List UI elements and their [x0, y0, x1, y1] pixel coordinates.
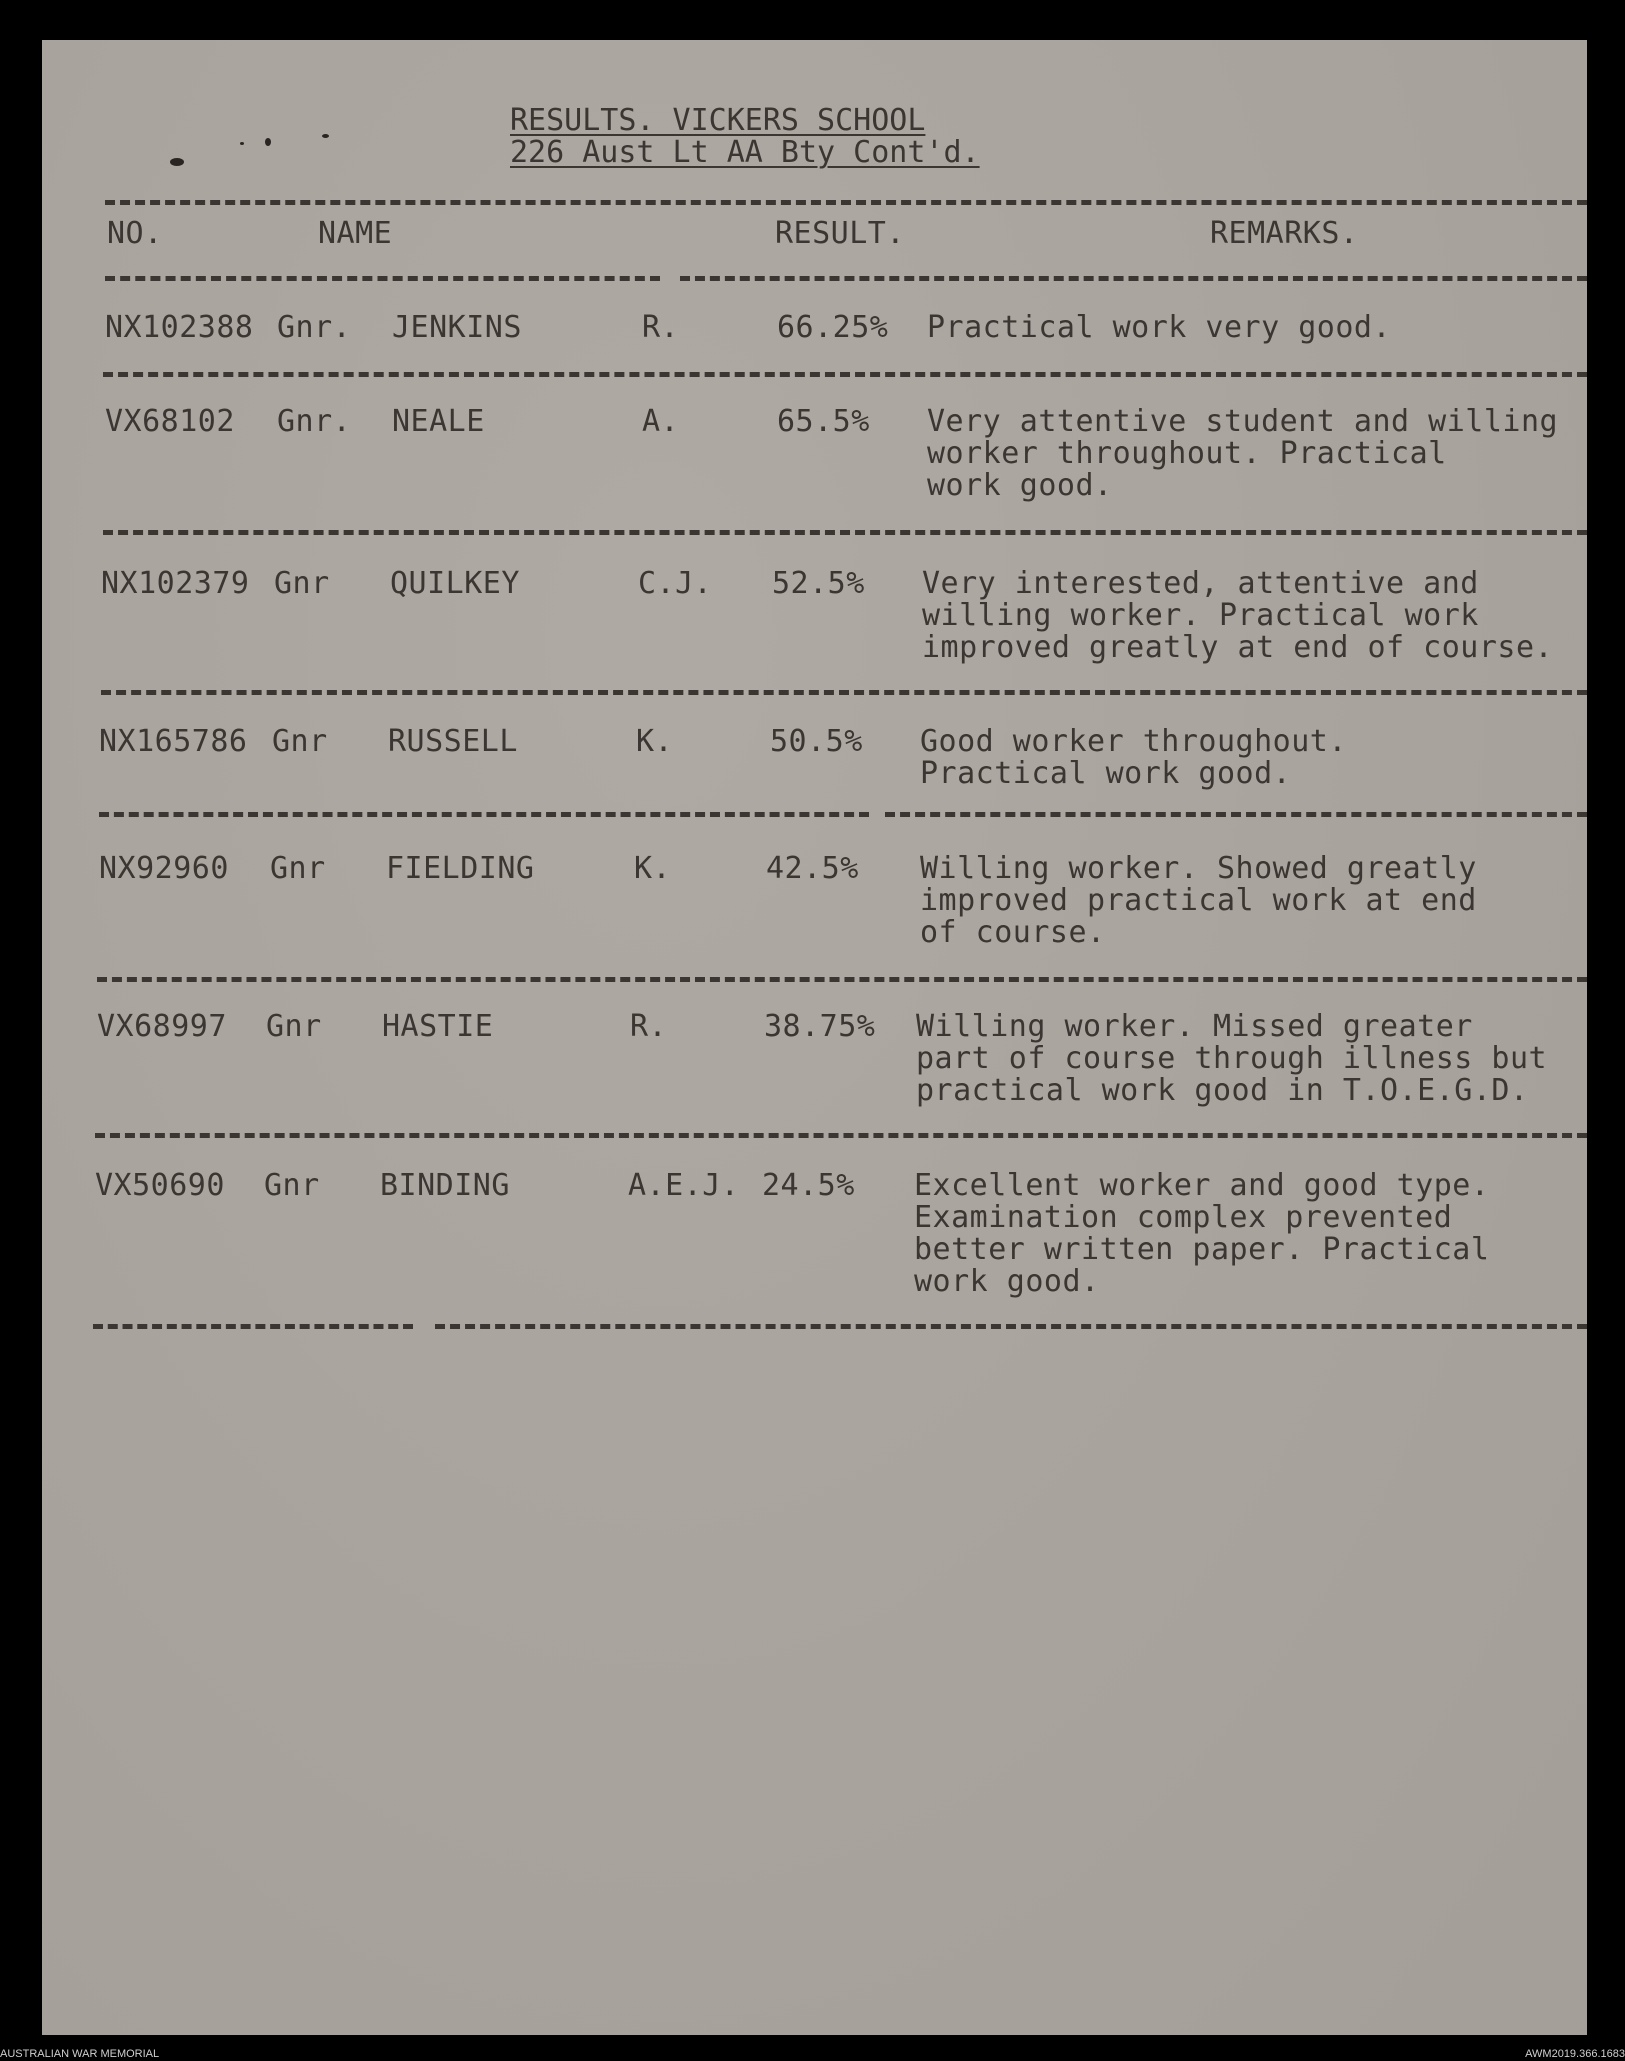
row-6-service-number: VX68997 [97, 1009, 227, 1044]
row-1-service-number: NX102388 [105, 310, 254, 345]
row-5-initials: K. [634, 851, 672, 886]
header-bottom-rule-left [105, 276, 660, 281]
row-2-result: 65.5% [777, 404, 870, 439]
header-top-rule [105, 200, 1587, 205]
row-1-result: 66.25% [777, 310, 889, 345]
row-5-remark-line-3: of course. [920, 915, 1106, 950]
row-2-rank: Gnr. [277, 404, 352, 439]
row-7-service-number: VX50690 [95, 1168, 225, 1203]
title-line-2: 226 Aust Lt AA Bty Cont'd. [510, 135, 980, 170]
row-6-surname: HASTIE [382, 1009, 494, 1044]
row-6-separator [95, 1133, 1587, 1138]
row-6-remark-line-3: practical work good in T.O.E.G.D. [916, 1073, 1529, 1108]
row-3-remark-line-1: Very interested, attentive and [922, 566, 1479, 601]
row-3-remark-line-3: improved greatly at end of course. [922, 630, 1554, 665]
row-5-separator [97, 977, 1587, 982]
row-2-remark-line-1: Very attentive student and willing [927, 404, 1559, 439]
row-6-initials: R. [630, 1009, 668, 1044]
row-5-surname: FIELDING [386, 851, 535, 886]
row-4-rank: Gnr [272, 724, 328, 759]
row-3-service-number: NX102379 [101, 566, 250, 601]
row-7-remark-line-2: Examination complex prevented [914, 1200, 1453, 1235]
row-2-remark-line-2: worker throughout. Practical [927, 436, 1447, 471]
header-no: NO. [107, 216, 163, 251]
ink-speck [322, 134, 329, 138]
footer-accession-number: AWM2019.366.1683 [1525, 2048, 1625, 2060]
ink-speck [240, 142, 244, 145]
row-1-remark-line-1: Practical work very good. [927, 310, 1392, 345]
row-5-rank: Gnr [270, 851, 326, 886]
row-1-initials: R. [642, 310, 680, 345]
row-6-result: 38.75% [764, 1009, 876, 1044]
row-1-rank: Gnr. [277, 310, 352, 345]
row-5-result: 42.5% [766, 851, 859, 886]
row-5-service-number: NX92960 [99, 851, 229, 886]
row-4-result: 50.5% [770, 724, 863, 759]
row-6-rank: Gnr [266, 1009, 322, 1044]
row-2-surname: NEALE [392, 404, 485, 439]
row-6-remark-line-2: part of course through illness but [916, 1041, 1548, 1076]
row-4-separator-left [99, 812, 869, 817]
row-3-result: 52.5% [772, 566, 865, 601]
row-7-surname: BINDING [380, 1168, 510, 1203]
header-result: RESULT. [775, 216, 905, 251]
row-5-remark-line-2: improved practical work at end [920, 883, 1477, 918]
row-4-initials: K. [636, 724, 674, 759]
row-3-surname: QUILKEY [390, 566, 520, 601]
bottom-rule-left [93, 1324, 413, 1329]
footer-institution: AUSTRALIAN WAR MEMORIAL [0, 2048, 160, 2060]
header-name: NAME [318, 216, 393, 251]
bottom-rule-right [435, 1324, 1587, 1329]
row-3-remark-line-2: willing worker. Practical work [922, 598, 1479, 633]
row-3-initials: C.J. [638, 566, 713, 601]
row-5-remark-line-1: Willing worker. Showed greatly [920, 851, 1477, 886]
row-7-remark-line-1: Excellent worker and good type. [914, 1168, 1490, 1203]
row-2-service-number: VX68102 [105, 404, 235, 439]
row-2-separator [103, 530, 1587, 535]
row-7-remark-line-4: work good. [914, 1264, 1100, 1299]
header-bottom-rule-right [680, 276, 1587, 281]
ink-speck [170, 158, 184, 166]
row-3-separator [101, 690, 1587, 695]
row-3-rank: Gnr [274, 566, 330, 601]
row-4-remark-line-2: Practical work good. [920, 756, 1292, 791]
ink-speck [265, 138, 271, 146]
row-4-service-number: NX165786 [99, 724, 248, 759]
row-4-remark-line-1: Good worker throughout. [920, 724, 1347, 759]
row-7-result: 24.5% [762, 1168, 855, 1203]
row-4-separator-right [885, 812, 1587, 817]
row-7-rank: Gnr [264, 1168, 320, 1203]
header-remarks: REMARKS. [1210, 216, 1359, 251]
row-2-remark-line-3: work good. [927, 468, 1113, 503]
document-title [510, 105, 980, 169]
title-line-1: RESULTS. VICKERS SCHOOL [510, 103, 926, 138]
row-1-separator [103, 372, 1587, 377]
row-4-surname: RUSSELL [388, 724, 518, 759]
row-2-initials: A. [642, 404, 680, 439]
row-6-remark-line-1: Willing worker. Missed greater [916, 1009, 1473, 1044]
row-7-remark-line-3: better written paper. Practical [914, 1232, 1490, 1267]
row-7-initials: A.E.J. [628, 1168, 740, 1203]
row-1-surname: JENKINS [392, 310, 522, 345]
